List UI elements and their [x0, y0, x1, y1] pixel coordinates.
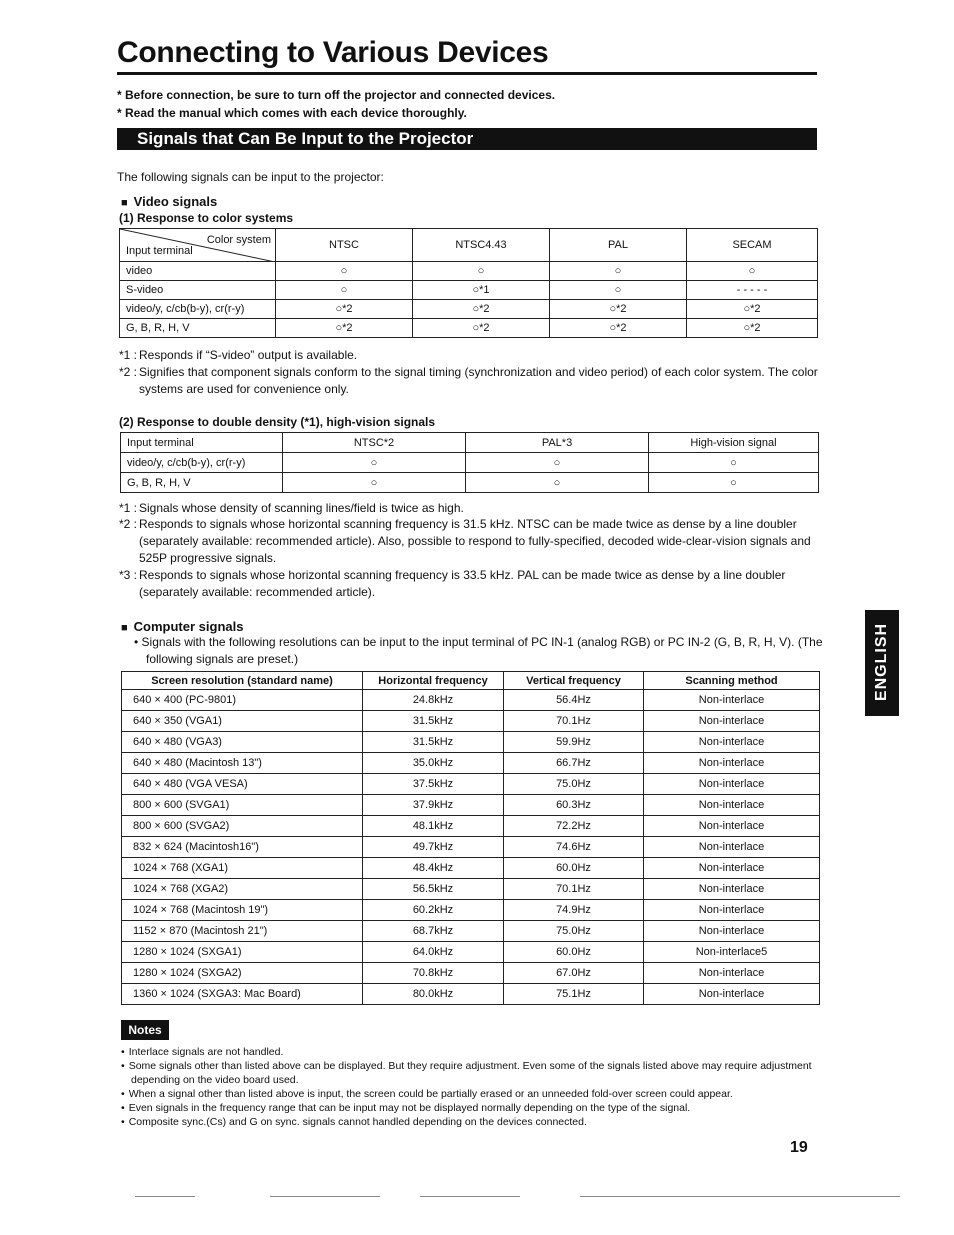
resolution-cell: 1360 × 1024 (SXGA3: Mac Board) — [122, 984, 363, 1005]
preface-line-1: * Before connection, be sure to turn off the projector and connected devices. — [117, 88, 556, 102]
row-label: video — [120, 262, 276, 281]
table-cell: ○*2 — [550, 300, 687, 319]
table-cell: Non-interlace — [644, 795, 820, 816]
table-cell: Non-interlace — [644, 837, 820, 858]
footnote-key: *1 : — [119, 501, 138, 515]
table-cell: ○ — [283, 473, 466, 493]
table-cell: Non-interlace — [644, 858, 820, 879]
table-cell: ○*2 — [413, 319, 550, 338]
resolution-cell: 640 × 480 (VGA3) — [122, 732, 363, 753]
resolution-cell: 640 × 400 (PC-9801) — [122, 690, 363, 711]
table-cell: 59.9Hz — [504, 732, 644, 753]
pc-header: Screen resolution (standard name) — [122, 672, 363, 690]
table-cell: 48.4kHz — [363, 858, 504, 879]
table-cell: ○ — [687, 262, 818, 281]
pc-table-body — [122, 690, 820, 1005]
table-cell: ○ — [550, 262, 687, 281]
table-cell: 80.0kHz — [363, 984, 504, 1005]
footnote — [119, 500, 819, 517]
table-cell: ○ — [466, 473, 649, 493]
table-cell: ○ — [276, 262, 413, 281]
notes-badge: Notes — [121, 1020, 169, 1040]
corner-cell — [120, 229, 276, 262]
table-cell: ○*2 — [413, 300, 550, 319]
title-rule — [117, 72, 817, 75]
video-sub1: (1) Response to color systems — [119, 211, 294, 225]
table-cell: 37.9kHz — [363, 795, 504, 816]
table-cell: 48.1kHz — [363, 816, 504, 837]
footnote — [119, 567, 819, 601]
table-row — [122, 711, 820, 732]
table-cell: 72.2Hz — [504, 816, 644, 837]
table-cell: 67.0Hz — [504, 963, 644, 984]
footnote-text: Signals whose density of scanning lines/field is twice as high. — [139, 501, 464, 515]
table-row — [120, 300, 818, 319]
table-row — [122, 984, 820, 1005]
table-row — [120, 281, 818, 300]
table-row — [120, 319, 818, 338]
table-row — [122, 774, 820, 795]
table-row — [122, 942, 820, 963]
footnote — [119, 516, 819, 567]
intro-text: The following signals can be input to the projector: — [117, 170, 384, 184]
table-cell: - - - - - — [687, 281, 818, 300]
corner-bottom-label: Input terminal — [126, 245, 193, 257]
table-cell: ○*2 — [276, 300, 413, 319]
table-cell: 24.8kHz — [363, 690, 504, 711]
table-cell: 31.5kHz — [363, 732, 504, 753]
table-cell: 74.6Hz — [504, 837, 644, 858]
note-item: • When a signal other than listed above is input, the screen could be partially erased or an unneeded fold-over screen could appear. — [121, 1087, 823, 1101]
resolution-cell: 1024 × 768 (XGA1) — [122, 858, 363, 879]
table-cell: 37.5kHz — [363, 774, 504, 795]
pc-header: Vertical frequency — [504, 672, 644, 690]
table-cell: 70.8kHz — [363, 963, 504, 984]
table-cell: ○ — [649, 453, 819, 473]
table-cell: 60.0Hz — [504, 858, 644, 879]
table-cell: Non-interlace — [644, 984, 820, 1005]
footnote-key: *2 : — [119, 365, 138, 379]
footnote-key: *1 : — [119, 348, 138, 362]
corner-top-label: Color system — [206, 234, 271, 246]
note-item: • Interlace signals are not handled. — [121, 1045, 823, 1059]
row-label: video/y, c/cb(b-y), cr(r-y) — [120, 300, 276, 319]
video-sub2: (2) Response to double density (*1), high-vision signals — [119, 415, 436, 429]
table-cell: Non-interlace — [644, 921, 820, 942]
row-label: G, B, R, H, V — [121, 473, 283, 493]
table-cell: Non-interlace — [644, 900, 820, 921]
computer-signals-table — [121, 671, 820, 1005]
table-cell: 60.2kHz — [363, 900, 504, 921]
table-row — [122, 795, 820, 816]
resolution-cell: 800 × 600 (SVGA1) — [122, 795, 363, 816]
table-row — [122, 837, 820, 858]
resolution-cell: 640 × 350 (VGA1) — [122, 711, 363, 732]
table-cell: ○ — [649, 473, 819, 493]
table-cell: ○*2 — [687, 319, 818, 338]
note-item: • Even signals in the frequency range that can be input may not be displayed normally depending on the type of the signal. — [121, 1101, 823, 1115]
resolution-cell: 1152 × 870 (Macintosh 21") — [122, 921, 363, 942]
table-cell: Non-interlace — [644, 816, 820, 837]
table-row — [120, 262, 818, 281]
resolution-cell: 832 × 624 (Macintosh16") — [122, 837, 363, 858]
table-cell: 75.1Hz — [504, 984, 644, 1005]
page-title: Connecting to Various Devices — [117, 36, 549, 69]
footnote-text: Responds to signals whose horizontal scanning frequency is 31.5 kHz. NTSC can be made twice as dense by a line doubler (separately available: recommended article). Also, possible to respond to fully-specified, decoded wide-clear-vision signals and 525P progressive signals. — [139, 517, 811, 565]
table-cell: 66.7Hz — [504, 753, 644, 774]
table-cell: Non-interlace — [644, 690, 820, 711]
page-number: 19 — [790, 1139, 808, 1156]
preface-line-2: * Read the manual which comes with each device thoroughly. — [117, 106, 467, 120]
table-row — [122, 753, 820, 774]
table-cell: ○*2 — [687, 300, 818, 319]
t1-header: SECAM — [687, 229, 818, 262]
table-cell: ○*2 — [276, 319, 413, 338]
resolution-cell: 800 × 600 (SVGA2) — [122, 816, 363, 837]
t1-header: PAL — [550, 229, 687, 262]
footer-scan-line — [580, 1196, 900, 1197]
t2-header: High-vision signal — [649, 433, 819, 453]
row-label: G, B, R, H, V — [120, 319, 276, 338]
pc-header: Horizontal frequency — [363, 672, 504, 690]
section-banner — [117, 128, 817, 150]
resolution-cell: 640 × 480 (Macintosh 13") — [122, 753, 363, 774]
resolution-cell: 1024 × 768 (XGA2) — [122, 879, 363, 900]
pc-header: Scanning method — [644, 672, 820, 690]
footer-scan-line — [270, 1196, 380, 1197]
table-cell: Non-interlace — [644, 711, 820, 732]
note-item: • Some signals other than listed above can be displayed. But they require adjustment. Even some of the signals listed above may require adjustment depending on the video board used. — [121, 1059, 823, 1087]
table-cell: Non-interlace — [644, 879, 820, 900]
table-cell: 31.5kHz — [363, 711, 504, 732]
t2-header: PAL*3 — [466, 433, 649, 453]
row-label: S-video — [120, 281, 276, 300]
table-cell: Non-interlace — [644, 774, 820, 795]
table-row — [122, 690, 820, 711]
footnote-text: Responds if “S-video” output is available. — [139, 348, 358, 362]
table-row — [122, 858, 820, 879]
table-cell: 60.0Hz — [504, 942, 644, 963]
table-cell: 49.7kHz — [363, 837, 504, 858]
table-row — [122, 963, 820, 984]
table-cell: 35.0kHz — [363, 753, 504, 774]
table-cell: ○*2 — [550, 319, 687, 338]
t1-header: NTSC — [276, 229, 413, 262]
table-row — [122, 900, 820, 921]
resolution-cell: 1280 × 1024 (SXGA2) — [122, 963, 363, 984]
table-cell: ○ — [466, 453, 649, 473]
table-cell: Non-interlace — [644, 963, 820, 984]
video-heading: ■ Video signals — [121, 194, 217, 209]
section-title: Signals that Can Be Input to the Projector — [137, 129, 474, 148]
table-row — [122, 816, 820, 837]
footnote — [119, 347, 819, 364]
table-cell: ○ — [276, 281, 413, 300]
color-systems-table — [119, 228, 818, 338]
table-row — [121, 453, 819, 473]
footer-scan-line — [420, 1196, 520, 1197]
table-cell: Non-interlace — [644, 753, 820, 774]
row-label: video/y, c/cb(b-y), cr(r-y) — [121, 453, 283, 473]
footnote-key: *3 : — [119, 568, 138, 582]
footer-scan-line — [135, 1196, 195, 1197]
resolution-cell: 640 × 480 (VGA VESA) — [122, 774, 363, 795]
t2-header: Input terminal — [121, 433, 283, 453]
resolution-cell: 1280 × 1024 (SXGA1) — [122, 942, 363, 963]
footnote — [119, 364, 819, 398]
table-cell: 56.5kHz — [363, 879, 504, 900]
table-cell: 70.1Hz — [504, 711, 644, 732]
table-cell: Non-interlace — [644, 732, 820, 753]
table-cell: ○*1 — [413, 281, 550, 300]
language-tab — [865, 610, 899, 716]
double-density-table — [120, 432, 819, 493]
computer-heading: ■ Computer signals — [121, 619, 243, 634]
t1-header: NTSC4.43 — [413, 229, 550, 262]
table-cell: Non-interlace5 — [644, 942, 820, 963]
resolution-cell: 1024 × 768 (Macintosh 19") — [122, 900, 363, 921]
table-cell: 60.3Hz — [504, 795, 644, 816]
t2-header: NTSC*2 — [283, 433, 466, 453]
computer-desc: • Signals with the following resolutions can be input to the input terminal of PC IN-1 (analog RGB) or PC IN-2 (G, B, R, H, V). (The following signals are preset.) — [134, 635, 823, 666]
footnote-key: *2 : — [119, 517, 138, 531]
table-cell: ○ — [413, 262, 550, 281]
note-item: • Composite sync.(Cs) and G on sync. signals cannot handled depending on the devices connected. — [121, 1115, 823, 1129]
table-row — [122, 879, 820, 900]
table-cell: 75.0Hz — [504, 921, 644, 942]
table-cell: 75.0Hz — [504, 774, 644, 795]
language-tab-label: ENGLISH — [873, 622, 890, 702]
table-cell: 68.7kHz — [363, 921, 504, 942]
table-cell: ○ — [283, 453, 466, 473]
footnote-text: Responds to signals whose horizontal scanning frequency is 33.5 kHz. PAL can be made twice as dense by a line doubler (separately available: recommended article). — [139, 568, 786, 599]
table-row — [122, 921, 820, 942]
footnote-text: Signifies that component signals conform to the signal timing (synchronization and video period) of each color system. The color systems are used for convenience only. — [139, 365, 818, 396]
table-cell: ○ — [550, 281, 687, 300]
table-cell: 56.4Hz — [504, 690, 644, 711]
table-cell: 64.0kHz — [363, 942, 504, 963]
table-row — [122, 732, 820, 753]
table-cell: 70.1Hz — [504, 879, 644, 900]
table-row — [121, 473, 819, 493]
table-cell: 74.9Hz — [504, 900, 644, 921]
notes-list — [121, 1045, 823, 1129]
